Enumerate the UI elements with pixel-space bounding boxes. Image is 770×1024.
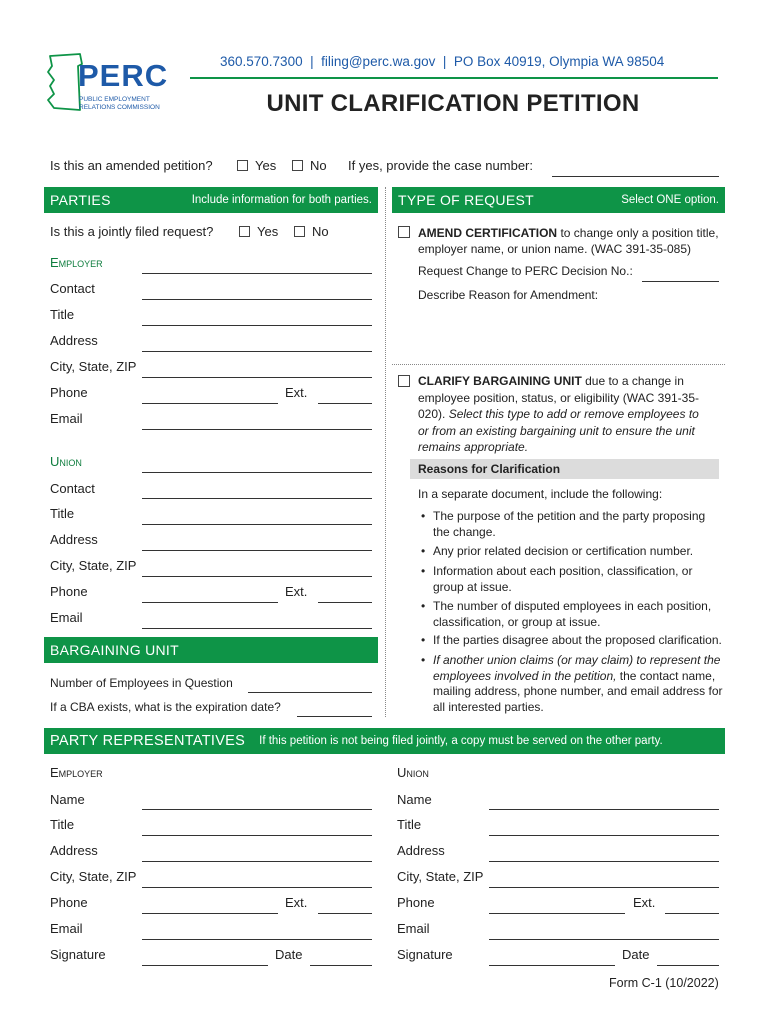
employer-city-label: City, State, ZIP (50, 359, 137, 374)
rep-union-ext-label: Ext. (633, 895, 656, 910)
request-note: Select ONE option. (621, 194, 719, 206)
rep-employer-phone-label: Phone (50, 895, 88, 910)
request-heading: TYPE OF REQUEST (398, 192, 534, 208)
rep-union-phone-label: Phone (397, 895, 435, 910)
union-address-input[interactable] (142, 550, 372, 551)
union-title-input[interactable] (142, 524, 372, 525)
representatives-header (44, 728, 725, 754)
request-header (392, 187, 725, 213)
reason-bullet-6-rest: the contact name, mailing address, phone number, and email address for all interested parties. (433, 668, 723, 714)
reason-bullet-6-italic: If another union claims (or may claim) to represent the employees involved in the petition, (433, 653, 721, 683)
request-divider (392, 364, 725, 365)
union-ext-input[interactable] (318, 602, 372, 603)
amend-text-1: to change only a position title, (557, 226, 719, 240)
rep-employer-title-label: Title (50, 817, 75, 832)
rep-employer-address-input[interactable] (142, 861, 372, 862)
logo (44, 50, 184, 120)
amend-certification-checkbox[interactable] (398, 226, 410, 238)
rep-employer-heading: Employer (50, 765, 103, 780)
representatives-note: If this petition is not being filed jointly, a copy must be served on the other party. (259, 735, 663, 747)
rep-employer-ext-label: Ext. (285, 895, 308, 910)
clarify-unit-title: CLARIFY BARGAINING UNIT (418, 374, 582, 388)
bargaining-unit-header (44, 637, 378, 663)
change-decision-label: Request Change to PERC Decision No.: (418, 264, 633, 278)
rep-employer-date-input[interactable] (310, 965, 372, 966)
clarify-unit-text (418, 373, 699, 456)
amend-certification-title: AMEND CERTIFICATION (418, 226, 558, 240)
employer-phone-input[interactable] (142, 403, 278, 404)
amended-no-label: No (310, 158, 327, 173)
rep-union-email-label: Email (397, 921, 430, 936)
reason-bullet-5: • If the parties disagree about the proposed clarification. (433, 633, 723, 649)
rep-union-title-input[interactable] (489, 835, 719, 836)
employer-contact-input[interactable] (142, 299, 372, 300)
employer-address-input[interactable] (142, 351, 372, 352)
rep-employer-email-label: Email (50, 921, 83, 936)
rep-employer-signature-input[interactable] (142, 965, 268, 966)
reason-bullet-4: • The number of disputed employees in each position, classification, or group at issue. (433, 599, 723, 630)
employees-input[interactable] (248, 692, 372, 693)
employer-contact-label: Contact (50, 281, 95, 296)
joint-no-label: No (312, 224, 329, 239)
rep-union-email-input[interactable] (489, 939, 719, 940)
reasons-header (410, 459, 719, 479)
parties-header (44, 187, 378, 213)
parties-heading: PARTIES (50, 192, 111, 208)
union-contact-label: Contact (50, 481, 95, 496)
clarify-italic-1: Select this type to add or remove employees to (445, 407, 699, 421)
amended-yes-checkbox[interactable] (237, 160, 248, 171)
union-title-label: Title (50, 506, 75, 521)
reason-bullet-6 (433, 653, 723, 715)
rep-employer-city-label: City, State, ZIP (50, 869, 137, 884)
employer-title-label: Title (50, 307, 75, 322)
joint-no-checkbox[interactable] (294, 226, 305, 237)
employer-heading: Employer (50, 255, 103, 270)
rep-employer-phone-input[interactable] (142, 913, 278, 914)
logo-wordmark: PERC (78, 58, 169, 93)
employees-label: Number of Employees in Question (50, 676, 233, 690)
joint-yes-label: Yes (257, 224, 279, 239)
amended-question: Is this an amended petition? (50, 158, 213, 173)
union-email-input[interactable] (142, 628, 372, 629)
employer-email-input[interactable] (142, 429, 372, 430)
bargaining-unit-heading: BARGAINING UNIT (50, 642, 179, 658)
employer-address-label: Address (50, 333, 98, 348)
rep-union-phone-input[interactable] (489, 913, 625, 914)
rep-union-date-label: Date (622, 947, 650, 962)
header-divider (190, 77, 718, 79)
rep-union-city-input[interactable] (489, 887, 719, 888)
employer-ext-label: Ext. (285, 385, 308, 400)
union-city-input[interactable] (142, 576, 372, 577)
rep-employer-signature-label: Signature (50, 947, 106, 962)
case-number-label: If yes, provide the case number: (348, 158, 533, 173)
rep-union-title-label: Title (397, 817, 422, 832)
union-phone-input[interactable] (142, 602, 278, 603)
rep-union-name-label: Name (397, 792, 432, 807)
employer-name-input[interactable] (142, 273, 372, 274)
clarify-text-3: 020). (418, 407, 446, 421)
union-ext-label: Ext. (285, 584, 308, 599)
rep-employer-title-input[interactable] (142, 835, 372, 836)
rep-employer-email-input[interactable] (142, 939, 372, 940)
rep-employer-name-input[interactable] (142, 809, 372, 810)
rep-employer-city-input[interactable] (142, 887, 372, 888)
employer-title-input[interactable] (142, 325, 372, 326)
rep-employer-date-label: Date (275, 947, 303, 962)
union-contact-input[interactable] (142, 498, 372, 499)
cba-label: If a CBA exists, what is the expiration date? (50, 700, 281, 714)
reason-bullet-1: • The purpose of the petition and the party proposing the change. (433, 509, 723, 540)
reason-bullet-3: • Information about each position, classification, or group at issue. (433, 564, 723, 595)
rep-union-city-label: City, State, ZIP (397, 869, 484, 884)
page-title: UNIT CLARIFICATION PETITION (266, 90, 640, 117)
employer-ext-input[interactable] (318, 403, 372, 404)
column-divider (385, 187, 386, 717)
clarify-text-2: employee position, status, or eligibility (WAC 391-35- (418, 390, 700, 405)
clarify-italic-2: or from an existing bargaining unit to ensure the unit (418, 423, 695, 438)
union-name-input[interactable] (142, 472, 372, 473)
rep-union-address-input[interactable] (489, 861, 719, 862)
parties-note: Include information for both parties. (191, 194, 372, 206)
rep-employer-address-label: Address (50, 843, 98, 858)
clarify-text-1: due to a change in (581, 374, 684, 388)
joint-yes-checkbox[interactable] (239, 226, 250, 237)
form-id: Form C-1 (10/2022) (609, 976, 719, 990)
reasons-intro: In a separate document, include the following: (418, 487, 663, 501)
rep-union-ext-input[interactable] (665, 913, 719, 914)
union-phone-label: Phone (50, 584, 88, 599)
amend-certification-text (418, 225, 719, 257)
reasons-heading: Reasons for Clarification (418, 462, 561, 476)
rep-employer-name-label: Name (50, 792, 85, 807)
clarify-italic-3: remains appropriate. (418, 440, 529, 454)
rep-union-heading: Union (397, 765, 429, 780)
cba-date-input[interactable] (297, 716, 372, 717)
reason-bullet-2: • Any prior related decision or certification number. (433, 544, 723, 560)
amended-no-checkbox[interactable] (292, 160, 303, 171)
amend-text-2: employer name, or union name. (WAC 391-35-085) (418, 242, 692, 256)
rep-union-signature-label: Signature (397, 947, 453, 962)
employer-phone-label: Phone (50, 385, 88, 400)
clarify-unit-checkbox[interactable] (398, 375, 410, 387)
employer-email-label: Email (50, 411, 83, 426)
union-email-label: Email (50, 610, 83, 625)
logo-subtitle: PUBLIC EMPLOYMENT RELATIONS COMMISSION (79, 96, 160, 111)
union-heading: Union (50, 454, 82, 469)
joint-question: Is this a jointly filed request? (50, 224, 214, 239)
employer-city-input[interactable] (142, 377, 372, 378)
contact-info: 360.570.7300 | filing@perc.wa.gov | PO Box 40919, Olympia WA 98504 (220, 54, 665, 69)
rep-union-name-input[interactable] (489, 809, 719, 810)
reason-amendment-label: Describe Reason for Amendment: (418, 288, 599, 302)
rep-union-address-label: Address (397, 843, 445, 858)
rep-union-date-input[interactable] (657, 965, 719, 966)
rep-employer-ext-input[interactable] (318, 913, 372, 914)
reason-amendment-input[interactable] (418, 306, 718, 358)
union-city-label: City, State, ZIP (50, 558, 137, 573)
union-address-label: Address (50, 532, 98, 547)
rep-union-signature-input[interactable] (489, 965, 615, 966)
representatives-heading: PARTY REPRESENTATIVES (50, 733, 246, 749)
change-decision-input[interactable] (642, 281, 719, 282)
amended-yes-label: Yes (255, 158, 277, 173)
case-number-input[interactable] (552, 176, 719, 177)
